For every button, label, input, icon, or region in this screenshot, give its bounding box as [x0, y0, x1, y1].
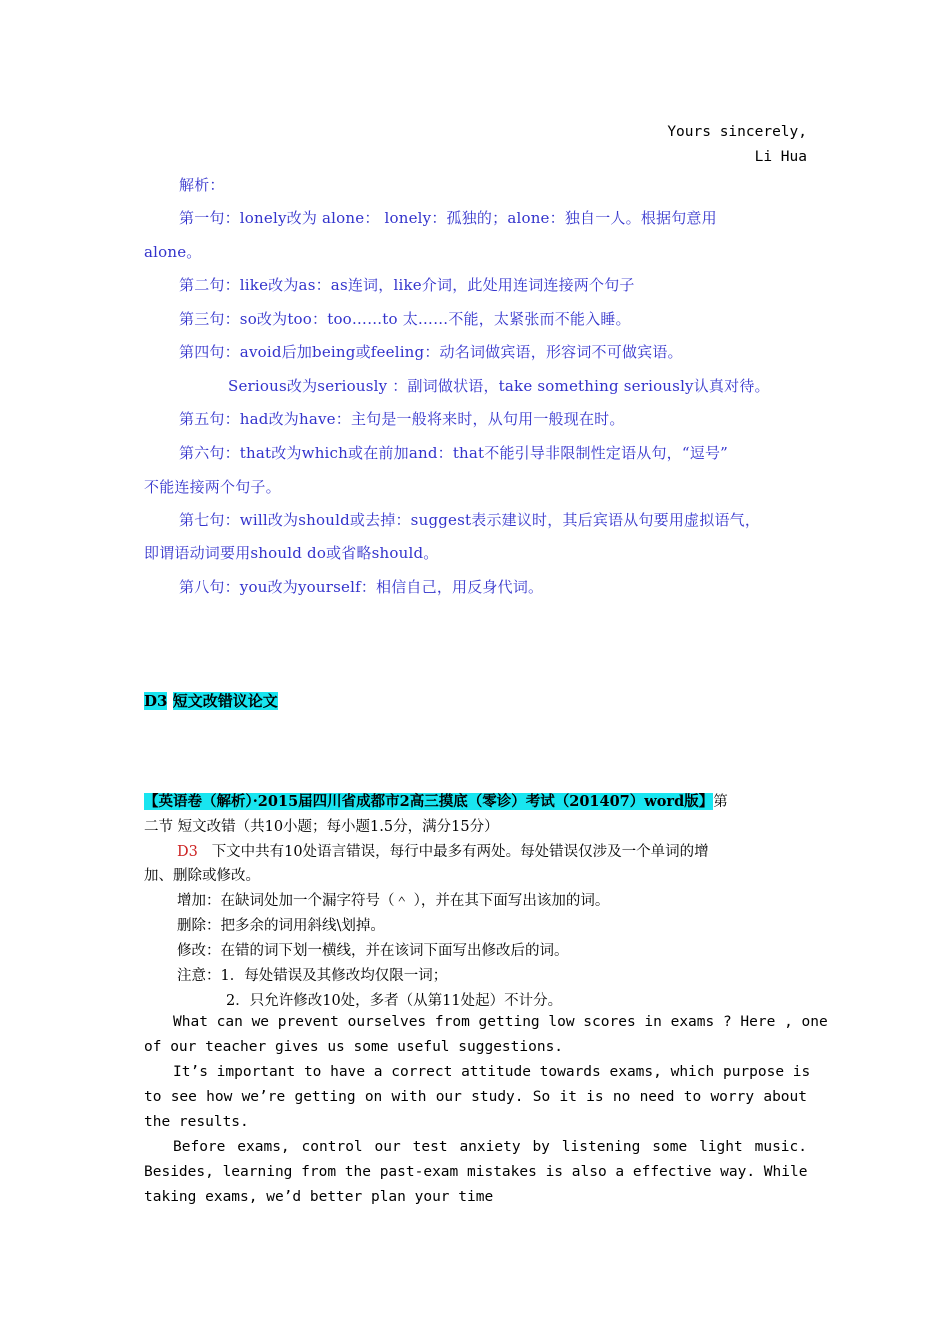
question-intro-2: 加、删除或修改。 [144, 868, 260, 884]
analysis-line: 第四句：avoid后加being或feeling：动名词做宾语，形容词不可做宾语。 [179, 343, 683, 361]
analysis-line: 第一句：lonely改为 alone： lonely：孤独的；alone：独自一人。根据句意用 [179, 209, 717, 227]
question-header-line2: 二节 短文改错（共10小题；每小题1.5分，满分15分） [144, 819, 499, 835]
instruction-delete: 删除：把多余的词用斜线\划掉。 [177, 918, 385, 934]
analysis-line: 即谓语动词要用should do或省略should。 [144, 544, 439, 562]
analysis-line: 第六句：that改为which或在前加and：that不能引导非限制性定语从句，“逗号” [179, 444, 729, 462]
passage-line: Besides, learning from the past-exam mistakes is also a effective way. While [144, 1164, 808, 1180]
analysis-line: 不能连接两个句子。 [144, 478, 281, 496]
analysis-line: 第三句：so改为too：too……to 太……不能，太紧张而不能入睡。 [179, 310, 631, 328]
section-heading [144, 690, 278, 711]
section-code: D3 [144, 692, 168, 710]
question-source-text: 【英语卷（解析）·2015届四川省成都市2高三摸底（零诊）考试（201407）word版】 [144, 793, 714, 810]
question-source [144, 790, 728, 811]
instruction-add: 增加：在缺词处加一个漏字符号（＾ ），并在其下面写出该加的词。 [177, 893, 610, 909]
analysis-line: Serious改为seriously ：副词做状语，take something seriously认真对待。 [228, 377, 770, 395]
analysis-line: 第八句：you改为yourself：相信自己，用反身代词。 [179, 578, 544, 596]
analysis-line: 第二句：like改为as：as连词，like介词，此处用连词连接两个句子 [179, 276, 635, 294]
question-intro-1: 下文中共有10处语言错误，每行中最多有两处。每处错误仅涉及一个单词的增 [211, 844, 709, 860]
passage-line: taking exams, we’d better plan your time [144, 1189, 494, 1205]
passage-line: Before exams, control our test anxiety by listening some light music. [173, 1139, 807, 1155]
analysis-line: alone。 [144, 243, 202, 261]
signature-name: Li Hua [754, 149, 807, 165]
analysis-line: 第七句：will改为should或去掉：suggest表示建议时，其后宾语从句要用虚拟语气， [179, 511, 761, 529]
analysis-line: 第五句：had改为have：主句是一般将来时，从句用一般现在时。 [179, 410, 625, 428]
question-intro [177, 840, 709, 861]
passage-line: the results. [144, 1114, 249, 1130]
passage-line: of our teacher gives us some useful suggestions. [144, 1039, 564, 1055]
passage-line: What can we prevent ourselves from getting low scores in exams ? Here , one [173, 1014, 828, 1030]
passage-line: It’s important to have a correct attitude towards exams, which purpose is [173, 1064, 811, 1080]
analysis-heading: 解析： [179, 176, 225, 194]
question-source-tail: 第 [713, 794, 728, 810]
section-title: 短文改错议论文 [172, 692, 278, 710]
note-2: 2．只允许修改10处，多者（从第11处起）不计分。 [226, 993, 563, 1009]
instruction-modify: 修改：在错的词下划一横线，并在该词下面写出修改后的词。 [177, 943, 569, 959]
passage-line: to see how we’re getting on with our study. So it is no need to worry about [144, 1089, 807, 1105]
question-tag: D3 [177, 844, 198, 860]
note-1: 注意：1．每处错误及其修改均仅限一词； [177, 968, 448, 984]
closing-text: Yours sincerely, [667, 124, 807, 140]
